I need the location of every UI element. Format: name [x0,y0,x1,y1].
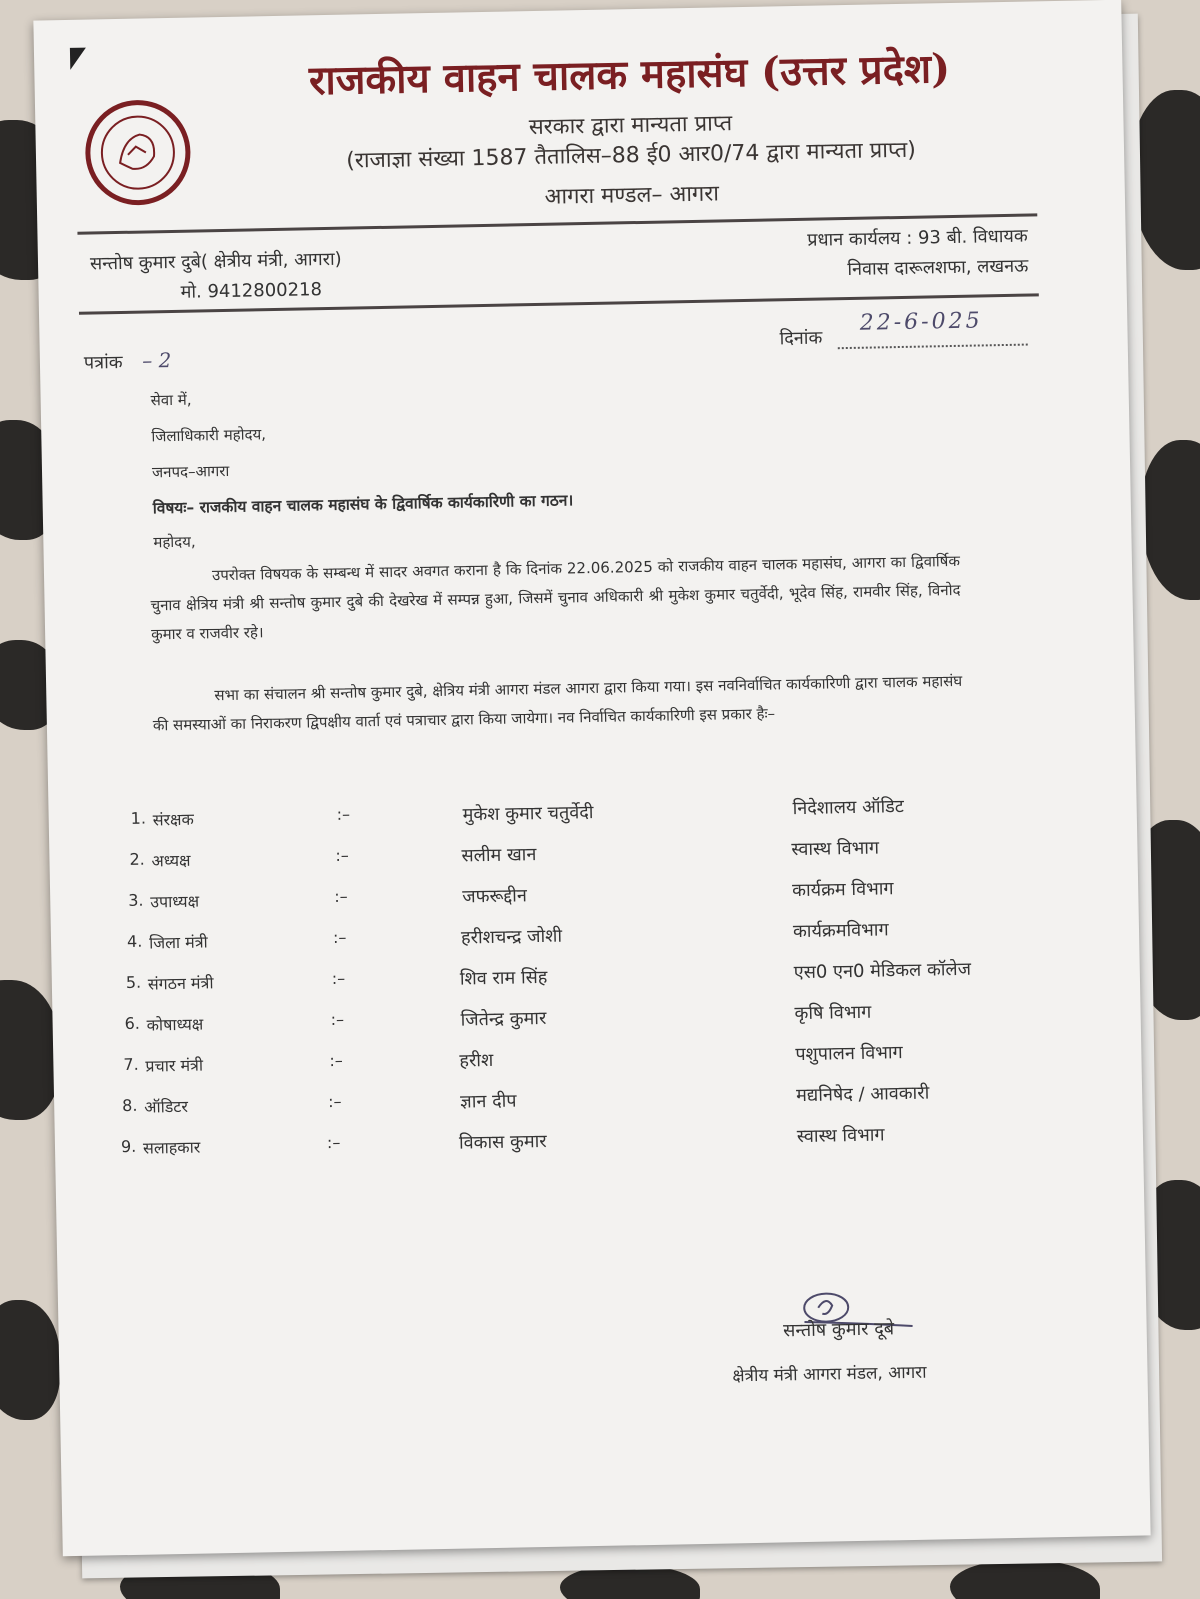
addressee: जिलाधिकारी महोदय, [151,425,267,446]
office-line-2: निवास दारूलशफा, लखनऊ [847,255,1029,281]
date-label: दिनांक [779,327,823,350]
office-line-1: प्रधान कार्यलय : 93 बी. विधायक [807,225,1028,251]
member-post: ऑडिटर [144,1096,189,1117]
signatory-name: सन्तोष कुमार दूबे [782,1318,895,1342]
body-paragraph-2: सभा का संचालन श्री सन्तोष कुमार दुबे, क्षेत्रिय मंत्री आगरा मंडल आगरा द्वारा किया गया। इस नवनिर्वाचित कार्यकारिणी द्वारा चालक महासंघ की समस्याओं का निराकरण द्विपक्षीय वार्ता एवं पत्राचार द्वारा किया जायेगा। नव निर्वाचित कार्यकारिणी इस प्रकार हैः– [152,671,963,735]
member-number: 6. [124,1013,141,1034]
member-separator: :– [326,1132,341,1153]
division-line: आगरा मण्डल– आगरा [544,181,720,210]
salutation-to: सेवा में, [150,390,192,410]
member-number: 7. [123,1054,139,1075]
organization-seal-icon [83,98,193,208]
member-post: संगठन मंत्री [147,973,214,994]
sender-name: सन्तोष कुमार दुबे( क्षेत्रीय मंत्री, आगरा) [89,248,342,275]
salutation: महोदय, [153,532,196,552]
body-paragraph-1: उपरोक्त विषयक के सम्बन्ध में सादर अवगत कराना है कि दिनांक 22.06.2025 को राजकीय वाहन चालक महासंघ, आगरा का द्विवार्षिक चुनाव क्षेत्रिय मंत्री श्री सन्तोष कुमार दुबे की देखरेख में सम्पन्न हुआ, जिसमें चुनाव अधिकारी श्री मुकेश कुमार चतुर्वेदी, भूदेव सिंह, रामवीर सिंह, विनोद कुमार व राजवीर रहे। [150,551,961,644]
member-post: प्रचार मंत्री [145,1055,204,1076]
member-name: हरीशचन्द्र जोशी [460,925,563,949]
member-name: हरीश [459,1049,494,1072]
member-post: अध्यक्ष [151,850,191,871]
member-department: पशुपालन विभाग [795,1042,903,1066]
executive-members-list [120,792,1030,1178]
recognition-line: सरकार द्वारा मान्यता प्राप्त [528,111,733,141]
member-separator: :– [329,1050,343,1071]
member-post: संरक्षक [152,809,195,830]
member-separator: :– [331,968,346,989]
letter-page [33,0,1150,1556]
signatory-title: क्षेत्रीय मंत्री आगरा मंडल, आगरा [732,1362,927,1387]
member-name: शिव राम सिंह [459,966,548,990]
reference-label: पत्रांक [83,351,123,374]
member-department: स्वास्थ विभाग [796,1124,885,1148]
member-name: ज्ञान दीप [459,1090,517,1113]
member-separator: :– [330,1009,345,1030]
organization-title: राजकीय वाहन चालक महासंघ (उत्तर प्रदेश) [308,45,951,105]
member-post: उपाध्यक्ष [150,891,200,912]
member-post: सलाहकार [142,1137,201,1158]
member-department: स्वास्थ विभाग [791,837,880,861]
member-department: कृषि विभाग [794,1001,872,1025]
member-name: विकास कुमार [458,1130,547,1154]
member-department: कार्यक्रम विभाग [791,878,894,902]
member-number: 8. [122,1095,138,1116]
member-number: 2. [129,849,145,869]
member-separator: :– [327,1091,342,1112]
member-separator: :– [334,886,348,906]
reference-value: – 2 [142,347,172,373]
date-value: 22-6-025 [859,308,983,336]
member-number: 1. [130,808,147,828]
letter-date [779,308,1028,351]
member-number: 5. [125,972,142,992]
member-post: जिला मंत्री [148,932,208,953]
member-department: मद्यनिषेद / आवकारी [795,1082,930,1107]
government-order-line: (राजाज्ञा संख्या 1587 तैतालिस–88 ई0 आर0/74 द्वारा मान्यता प्राप्त) [346,137,917,174]
head-office-address [727,222,1028,288]
letter-subject: विषयः– राजकीय वाहन चालक महासंघ के द्विवार्षिक कार्यकारिणी का गठन। [152,491,574,518]
member-number: 4. [126,931,143,951]
member-name: मुकेश कुमार चतुर्वेदी [462,801,594,826]
member-separator: :– [335,845,350,865]
member-name: जफरूद्दीन [462,885,528,908]
reference-number [84,348,172,375]
member-number: 3. [128,890,144,910]
member-department: एस0 एन0 मेडिकल कॉलेज [793,958,972,984]
addressee-district: जनपद–आगरा [151,461,230,482]
member-number: 9. [120,1136,137,1157]
member-separator: :– [336,804,351,824]
corner-mark-icon [70,48,86,70]
member-name: सलीम खान [461,844,537,867]
member-separator: :– [332,927,347,947]
sender-mobile: मो. 9412800218 [180,279,323,303]
sender-contact [90,247,343,306]
member-department: निदेशालय ऑडिट [792,796,905,820]
member-post: कोषाध्यक्ष [146,1014,204,1035]
member-name: जितेन्द्र कुमार [460,1007,547,1031]
member-department: कार्यक्रमविभाग [792,919,889,943]
